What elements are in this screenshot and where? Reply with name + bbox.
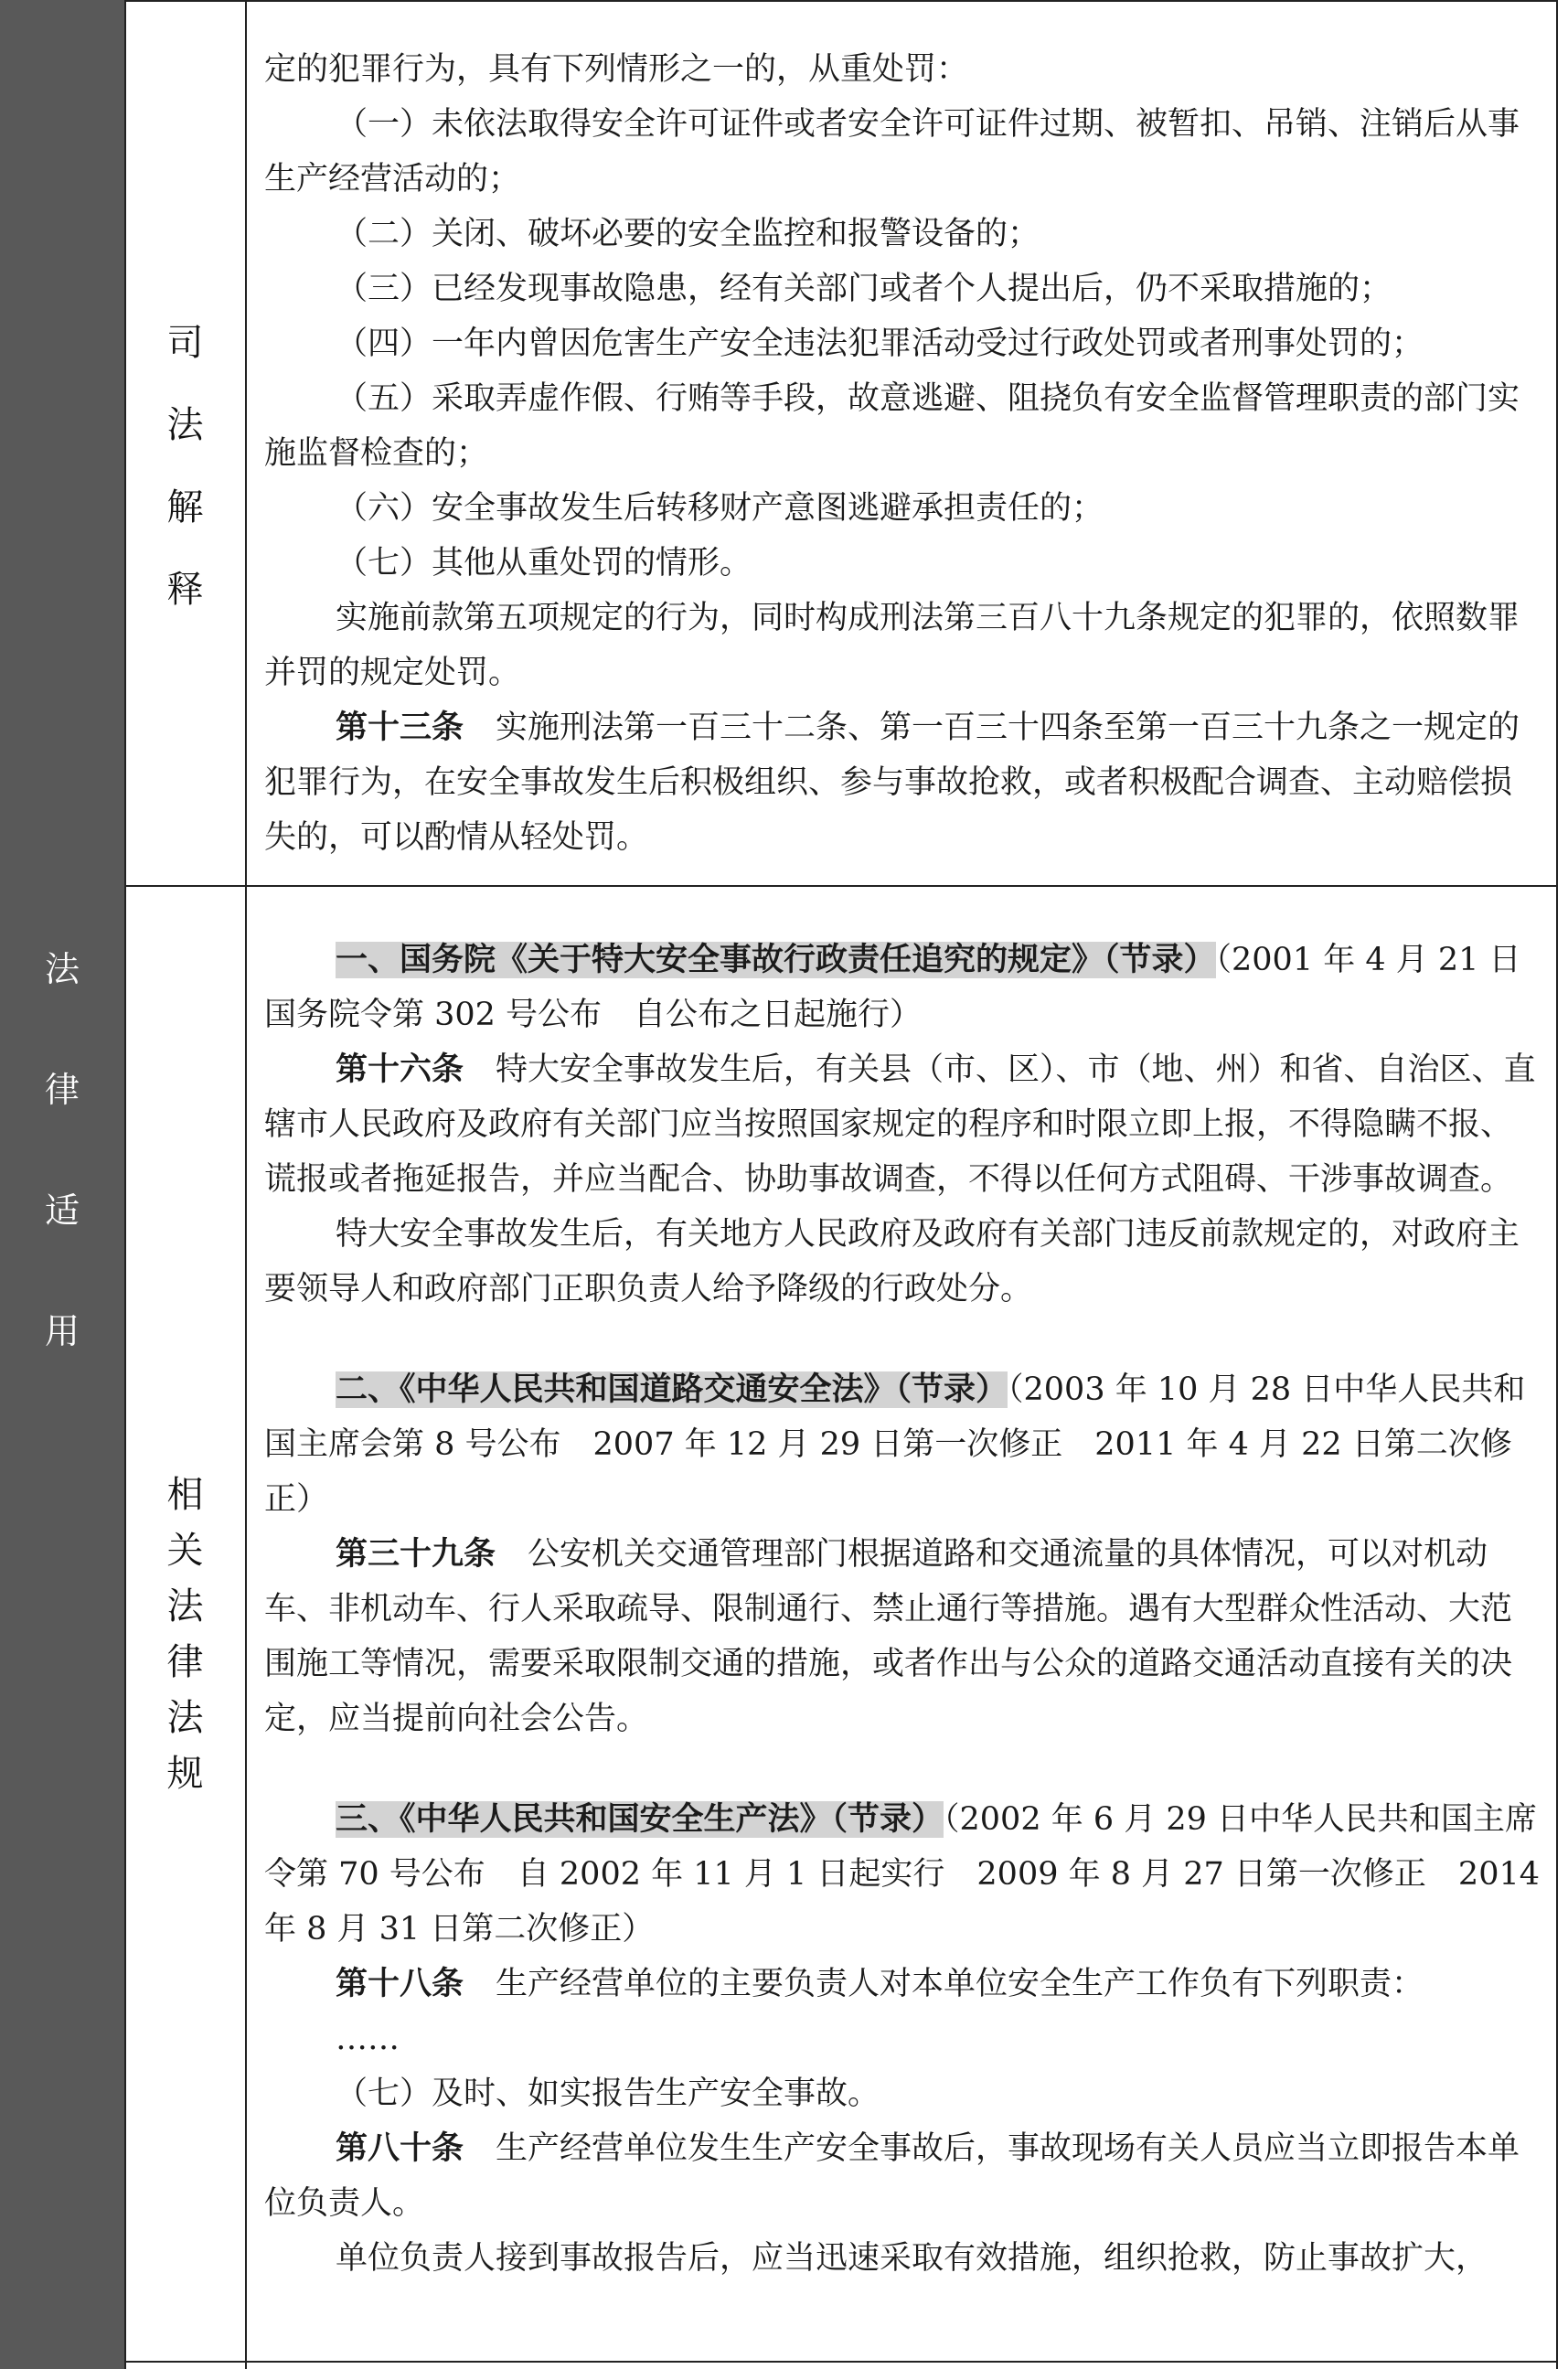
section-label-char: 规: [166, 1753, 204, 1795]
article-title: 第三十九条: [336, 1536, 496, 1573]
law-2-heading: [264, 1362, 1540, 1527]
article-text: 生产经营单位发生生产安全事故后，事故现场有关人员应当立即报告本单位负责人。: [264, 2130, 1520, 2222]
law-1-heading: [264, 933, 1540, 1042]
section-label-judicial: [124, 302, 246, 631]
section-label-related: [124, 1467, 246, 1802]
article-text: 公安机关交通管理部门根据道路和交通流量的具体情况，可以对机动车、非机动车、行人采取疏导、限制通行、禁止通行等措施。遇有大型群众性活动、大范围施工等情况，需要采取限制交通的措施，或者作出与公众的道路交通活动直接有关的决定，应当提前向社会公告。: [264, 1536, 1513, 1737]
section-label-char: 律: [166, 1641, 204, 1683]
section-label-char: 相: [166, 1474, 204, 1516]
paragraph: （六）安全事故发生后转移财产意图逃避承担责任的；: [336, 490, 1104, 527]
divider-vertical: [1556, 0, 1558, 2369]
paragraph: （四）一年内曾因危害生产安全违法犯罪活动受过行政处罚或者刑事处罚的；: [336, 325, 1424, 362]
divider-horizontal: [124, 885, 1558, 887]
paragraph: 定的犯罪行为，具有下列情形之一的，从重处罚：: [264, 51, 969, 88]
section-label-char: 解: [166, 486, 204, 528]
article-13: [264, 700, 1540, 865]
law-1-article: [264, 1042, 1540, 1207]
side-label-char: 适: [44, 1190, 80, 1231]
law-3-article-80: [264, 2121, 1540, 2231]
article-text: 特大安全事故发生后，有关县（市、区）、市（地、州）和省、自治区、直辖市人民政府及政府有关部门应当按照国家规定的程序和时限立即上报，不得隐瞒不报、谎报或者拖延报告，并应当配合、协助事故调查，不得以任何方式阻碍、干涉事故调查。: [264, 1051, 1536, 1198]
paragraph: 特大安全事故发生后，有关地方人民政府及政府有关部门违反前款规定的，对政府主要领导人和政府部门正职负责人给予降级的行政处分。: [264, 1216, 1520, 1307]
section-label-char: 法: [166, 404, 204, 446]
article-title: 第八十条: [336, 2130, 464, 2167]
side-label-char: 律: [44, 1070, 80, 1110]
section-label-char: 司: [166, 322, 204, 364]
paragraph: （一）未依法取得安全许可证件或者安全许可证件过期、被暂扣、吊销、注销后从事生产经营活动的；: [264, 106, 1520, 197]
article-title: 第十三条: [336, 710, 464, 746]
judicial-content: [264, 42, 1540, 865]
paragraph: （五）采取弄虚作假、行贿等手段，故意逃避、阻挠负有安全监督管理职责的部门实施监督检查的；: [264, 380, 1520, 472]
law-heading: 二、《中华人民共和国道路交通安全法》（节录）: [336, 1371, 1008, 1408]
paragraph: （七）及时、如实报告生产安全事故。: [336, 2076, 880, 2112]
section-label-char: 法: [166, 1585, 204, 1627]
law-heading: 一、国务院《关于特大安全事故行政责任追究的规定》（节录）: [336, 942, 1216, 978]
section-label-char: 法: [166, 1697, 204, 1739]
law-meta: （2001 年 4 月 21 日国务院令第 302 号公布 自公布之日起施行）: [264, 942, 1521, 1033]
paragraph: （二）关闭、破坏必要的安全监控和报警设备的；: [336, 216, 1040, 252]
ellipsis: ……: [336, 2021, 400, 2057]
law-heading: 三、《中华人民共和国安全生产法》（节录）: [336, 1801, 944, 1838]
article-text: 实施刑法第一百三十二条、第一百三十四条至第一百三十九条之一规定的犯罪行为，在安全事故发生后积极组织、参与事故抢救，或者积极配合调查、主动赔偿损失的，可以酌情从轻处罚。: [264, 710, 1520, 856]
law-meta: （2002 年 6 月 29 日中华人民共和国主席令第 70 号公布 自 2002 年 11 月 1 日起实行 2009 年 8 月 27 日第一次修正 2014 年 8 月 31 日第二次修正）: [264, 1801, 1540, 1947]
section-label-char: 关: [166, 1530, 204, 1572]
divider-horizontal: [124, 2361, 1558, 2363]
paragraph: （三）已经发现事故隐患，经有关部门或者个人提出后，仍不采取措施的；: [336, 271, 1392, 307]
side-label-char: 法: [44, 949, 80, 989]
divider-horizontal: [124, 0, 1558, 2]
section-label-char: 释: [166, 569, 204, 611]
article-title: 第十八条: [336, 1966, 464, 2002]
side-column: [0, 0, 124, 2369]
paragraph: 实施前款第五项规定的行为，同时构成刑法第三百八十九条规定的犯罪的，依照数罪并罚的规定处罚。: [264, 600, 1520, 691]
side-label-char: 用: [44, 1311, 80, 1351]
paragraph: （七）其他从重处罚的情形。: [336, 545, 752, 582]
law-2-article: [264, 1527, 1540, 1746]
article-text: 生产经营单位的主要负责人对本单位安全生产工作负有下列职责：: [496, 1966, 1424, 2002]
paragraph: 单位负责人接到事故报告后，应当迅速采取有效措施，组织抢救，防止事故扩大，: [336, 2240, 1488, 2277]
law-3-article-18: [264, 1957, 1540, 2012]
law-3-heading: [264, 1792, 1540, 1957]
article-title: 第十六条: [336, 1051, 464, 1088]
related-content: [264, 933, 1540, 2286]
law-meta: （2003 年 10 月 28 日中华人民共和国主席会第 8 号公布 2007 年 12 月 29 日第一次修正 2011 年 4 月 22 日第二次修正）: [264, 1371, 1526, 1518]
